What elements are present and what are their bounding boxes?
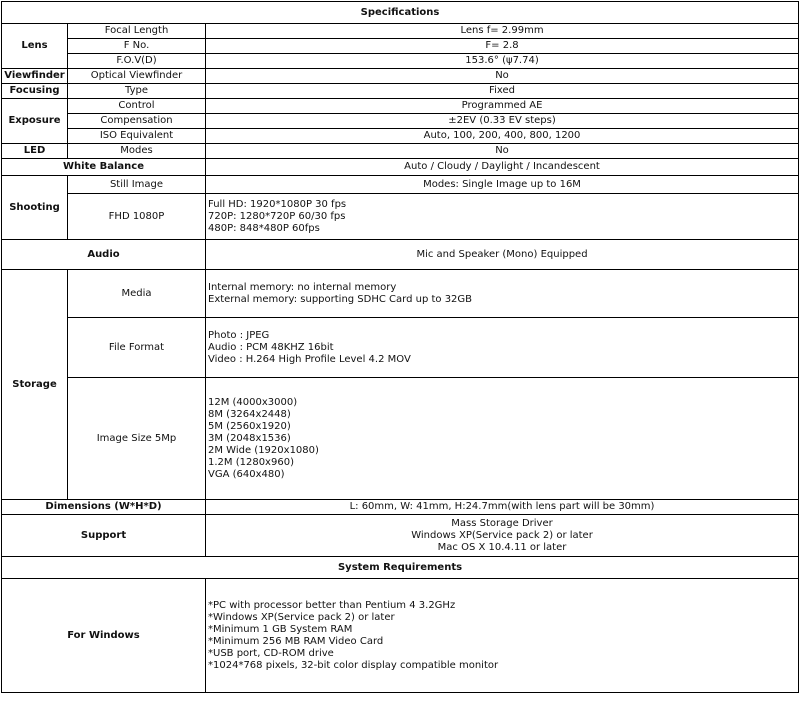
- row-value: ±2EV (0.33 EV steps): [206, 114, 799, 129]
- section-for-windows: For Windows: [2, 579, 206, 693]
- row-label: F No.: [68, 39, 206, 54]
- row-value: F= 2.8: [206, 39, 799, 54]
- row-value-multiline: [206, 579, 799, 693]
- row-value: Lens f= 2.99mm: [206, 24, 799, 39]
- value-line: 2M Wide (1920x1080): [208, 444, 319, 456]
- table-row: [2, 69, 799, 84]
- row-label: ISO Equivalent: [68, 129, 206, 144]
- row-value: L: 60mm, W: 41mm, H:24.7mm(with lens part will be 30mm): [206, 500, 799, 515]
- row-label: F.O.V(D): [68, 54, 206, 69]
- value-line: Audio : PCM 48KHZ 16bit: [208, 341, 334, 353]
- row-value: No: [206, 69, 799, 84]
- row-value: Modes: Single Image up to 16M: [206, 176, 799, 194]
- row-value: No: [206, 144, 799, 159]
- row-label: Image Size 5Mp: [68, 378, 206, 500]
- row-value: Auto / Cloudy / Daylight / Incandescent: [206, 159, 799, 176]
- row-value-multiline: [206, 515, 799, 557]
- value-line: 480P: 848*480P 60fps: [208, 222, 320, 234]
- row-label: Focal Length: [68, 24, 206, 39]
- row-value-multiline: [206, 194, 799, 240]
- row-label: Media: [68, 270, 206, 318]
- value-line: VGA (640x480): [208, 468, 285, 480]
- value-line: *Minimum 256 MB RAM Video Card: [208, 635, 384, 647]
- value-line: *Minimum 1 GB System RAM: [208, 623, 353, 635]
- table-row: [2, 176, 799, 194]
- value-line: External memory: supporting SDHC Card up to 32GB: [208, 293, 473, 305]
- table-row: [2, 144, 799, 159]
- table-row: [2, 24, 799, 39]
- row-value: Fixed: [206, 84, 799, 99]
- value-line: 1.2M (1280x960): [208, 456, 294, 468]
- table-row: [2, 515, 799, 557]
- row-label: Compensation: [68, 114, 206, 129]
- section-support: Support: [2, 515, 206, 557]
- row-label: File Format: [68, 318, 206, 378]
- section-audio: Audio: [2, 240, 206, 270]
- table-row: [2, 270, 799, 318]
- section-dimensions: Dimensions (W*H*D): [2, 500, 206, 515]
- row-value-multiline: [206, 270, 799, 318]
- spec-title-row: [2, 2, 799, 24]
- row-value-multiline: [206, 318, 799, 378]
- table-row: [2, 84, 799, 99]
- table-row: [2, 318, 799, 378]
- section-exposure: Exposure: [2, 99, 68, 144]
- row-label: Optical Viewfinder: [68, 69, 206, 84]
- value-line: 720P: 1280*720P 60/30 fps: [208, 210, 346, 222]
- spec-table: [1, 1, 799, 693]
- value-line: 8M (3264x2448): [208, 408, 291, 420]
- section-white-balance: White Balance: [2, 159, 206, 176]
- value-line: Photo : JPEG: [208, 329, 270, 341]
- sysreq-title-row: [2, 557, 799, 579]
- table-row: [2, 500, 799, 515]
- value-line: Full HD: 1920*1080P 30 fps: [208, 198, 347, 210]
- row-label: FHD 1080P: [68, 194, 206, 240]
- value-line: *1024*768 pixels, 32-bit color display compatible monitor: [208, 659, 499, 671]
- value-line: *PC with processor better than Pentium 4 3.2GHz: [208, 599, 456, 611]
- row-label: Control: [68, 99, 206, 114]
- table-row: [2, 378, 799, 500]
- row-label: Type: [68, 84, 206, 99]
- section-storage: Storage: [2, 270, 68, 500]
- row-value-multiline: [206, 378, 799, 500]
- row-value: Mic and Speaker (Mono) Equipped: [206, 240, 799, 270]
- table-row: [2, 129, 799, 144]
- row-label: Modes: [68, 144, 206, 159]
- table-row: [2, 54, 799, 69]
- section-focusing: Focusing: [2, 84, 68, 99]
- table-row: [2, 159, 799, 176]
- value-line: 5M (2560x1920): [208, 420, 291, 432]
- value-line: Video : H.264 High Profile Level 4.2 MOV: [208, 353, 411, 365]
- table-row: [2, 39, 799, 54]
- table-row: [2, 114, 799, 129]
- value-line: Internal memory: no internal memory: [208, 281, 397, 293]
- table-row: [2, 579, 799, 693]
- section-viewfinder: Viewfinder: [2, 69, 68, 84]
- specifications-heading: Specifications: [2, 2, 799, 24]
- table-row: [2, 194, 799, 240]
- value-line: *USB port, CD-ROM drive: [208, 647, 334, 659]
- table-row: [2, 99, 799, 114]
- row-label: Still Image: [68, 176, 206, 194]
- table-row: [2, 240, 799, 270]
- system-requirements-heading: System Requirements: [2, 557, 799, 579]
- value-line: 12M (4000x3000): [208, 396, 298, 408]
- value-line: *Windows XP(Service pack 2) or later: [208, 611, 395, 623]
- value-line: Mac OS X 10.4.11 or later: [437, 541, 567, 553]
- value-line: Mass Storage Driver: [451, 517, 553, 529]
- value-line: Windows XP(Service pack 2) or later: [411, 529, 593, 541]
- row-value: 153.6° (ψ7.74): [206, 54, 799, 69]
- row-value: Auto, 100, 200, 400, 800, 1200: [206, 129, 799, 144]
- row-value: Programmed AE: [206, 99, 799, 114]
- section-led: LED: [2, 144, 68, 159]
- section-lens: Lens: [2, 24, 68, 69]
- value-line: 3M (2048x1536): [208, 432, 291, 444]
- section-shooting: Shooting: [2, 176, 68, 240]
